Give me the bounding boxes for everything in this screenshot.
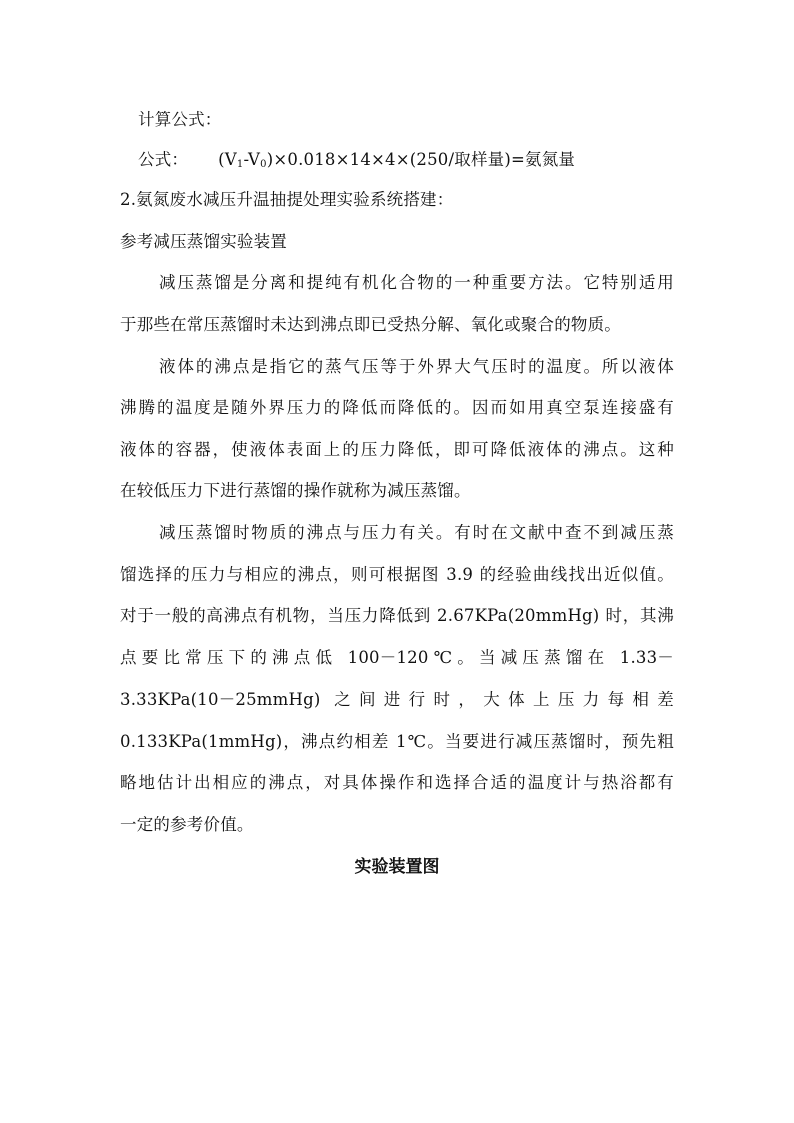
paragraph-2-line-3: 液体的容器，使液体表面上的压力降低，即可降低液体的沸点。这种 — [120, 440, 674, 459]
formula-v0-subscript: 0 — [260, 159, 267, 170]
paragraph-3-line-7: 略地估计出相应的沸点，对具体操作和选择合适的温度计与热浴都有 — [120, 773, 674, 792]
paragraph-3-line-3: 对于一般的高沸点有机物，当压力降低到 2.67KPa(20mmHg) 时，其沸 — [120, 606, 674, 625]
formula-heading: 计算公式： — [138, 110, 222, 129]
formula-expression: )×0.018×14×4×(250/取样量)=氨氮量 — [266, 150, 576, 169]
paragraph-3-line-4: 点要比常压下的沸点低 100－120℃。当减压蒸馏在 1.33－ — [120, 648, 674, 667]
formula-v1: V — [224, 150, 237, 169]
formula-v0: V — [248, 150, 261, 169]
paragraph-3-line-5: 3.33KPa(10－25mmHg) 之间进行时，大体上压力每相差 — [120, 690, 674, 709]
paragraph-1-line-2: 于那些在常压蒸馏时未达到沸点即已受热分解、氧化或聚合的物质。 — [120, 315, 621, 334]
formula-label: 公式： — [138, 150, 189, 169]
sub-heading: 参考减压蒸馏实验装置 — [120, 232, 287, 251]
section-heading: 2.氨氮废水减压升温抽提处理实验系统搭建： — [120, 190, 454, 209]
paragraph-3-line-1: 减压蒸馏时物质的沸点与压力有关。有时在文献中查不到减压蒸 — [159, 523, 674, 542]
formula-line: 公式： $(V_1-V_0)\times 0.018\times 14\times 4\times(250/$取样量)=氨氮量 — [138, 150, 576, 170]
paragraph-3-line-6: 0.133KPa(1mmHg)，沸点约相差 1℃。当要进行减压蒸馏时，预先粗 — [120, 732, 674, 751]
paragraph-2-line-4: 在较低压力下进行蒸馏的操作就称为减压蒸馏。 — [120, 481, 471, 500]
paragraph-2-line-2: 沸腾的温度是随外界压力的降低而降低的。因而如用真空泵连接盛有 — [120, 398, 674, 417]
figure-caption: 实验装置图 — [354, 857, 440, 877]
paragraph-1-line-1: 减压蒸馏是分离和提纯有机化合物的一种重要方法。它特别适用 — [159, 273, 674, 292]
paragraph-2-line-1: 液体的沸点是指它的蒸气压等于外界大气压时的温度。所以液体 — [159, 357, 674, 376]
paragraph-3-line-2: 馏选择的压力与相应的沸点，则可根据图 3.9 的经验曲线找出近似值。 — [120, 565, 674, 584]
formula-v1-subscript: 1 — [236, 159, 244, 170]
paragraph-3-line-8: 一定的参考价值。 — [120, 815, 254, 834]
